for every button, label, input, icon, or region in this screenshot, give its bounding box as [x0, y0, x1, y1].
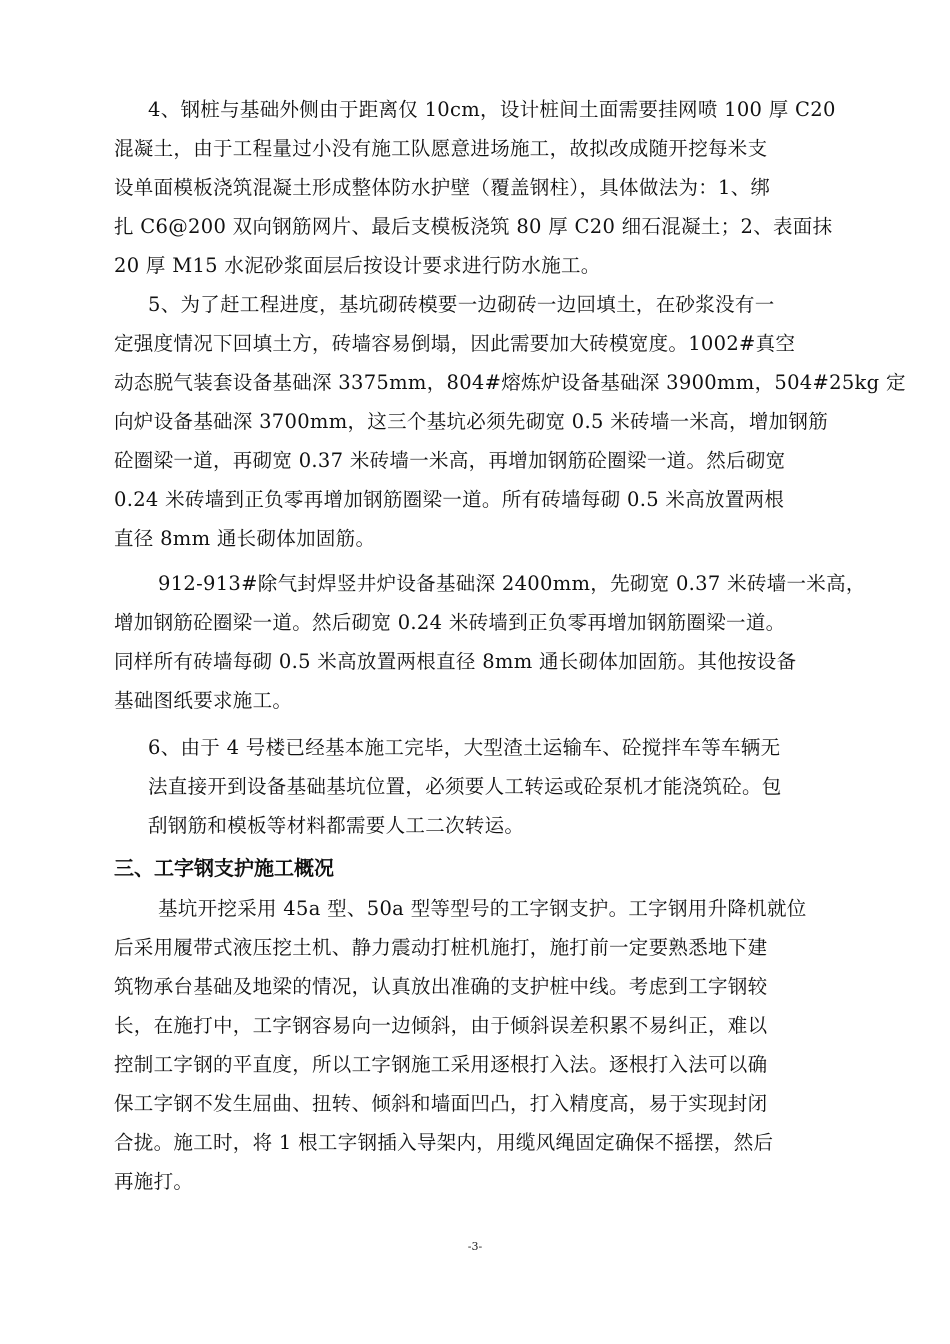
- paragraph-912-line-2: 增加钢筋砼圈梁一道。然后砌宽 0.24 米砖墙到正负零再增加钢筋圈梁一道。: [114, 611, 786, 634]
- paragraph-6-line-3: 刮钢筋和模板等材料都需要人工二次转运。: [148, 814, 525, 837]
- paragraph-4-line-1: 4、钢桩与基础外侧由于距离仅 10cm，设计桩间土面需要挂网喷 100 厚 C20: [148, 98, 836, 121]
- paragraph-5-line-4: 向炉设备基础深 3700mm，这三个基坑必须先砌宽 0.5 米砖墙一米高，增加钢筋: [114, 410, 829, 433]
- section-3-line-4: 长，在施打中，工字钢容易向一边倾斜，由于倾斜误差积累不易纠正，难以: [114, 1014, 768, 1037]
- paragraph-5-line-5: 砼圈梁一道，再砌宽 0.37 米砖墙一米高，再增加钢筋砼圈梁一道。然后砌宽: [114, 449, 786, 472]
- paragraph-6-line-1: 6、由于 4 号楼已经基本施工完毕，大型渣土运输车、砼搅拌车等车辆无: [148, 736, 781, 759]
- paragraph-5-line-2: 定强度情况下回填土方，砖墙容易倒塌，因此需要加大砖模宽度。1002#真空: [114, 332, 796, 355]
- section-3-line-2: 后采用履带式液压挖土机、静力震动打桩机施打，施打前一定要熟悉地下建: [114, 936, 768, 959]
- page-number: -3-: [467, 1240, 483, 1253]
- paragraph-5-line-3: 动态脱气装套设备基础深 3375mm，804#熔炼炉设备基础深 3900mm，504#25kg 定: [114, 371, 906, 394]
- section-3-line-3: 筑物承台基础及地梁的情况，认真放出准确的支护桩中线。考虑到工字钢较: [114, 975, 768, 998]
- section-3-line-6: 保工字钢不发生屈曲、扭转、倾斜和墙面凹凸，打入精度高，易于实现封闭: [114, 1092, 768, 1115]
- paragraph-912-line-3: 同样所有砖墙每砌 0.5 米高放置两根直径 8mm 通长砌体加固筋。其他按设备: [114, 650, 797, 673]
- section-3-heading: 三、工字钢支护施工概况: [114, 856, 334, 880]
- paragraph-4-line-3: 设单面模板浇筑混凝土形成整体防水护壁（覆盖钢柱），具体做法为：1、绑: [114, 176, 771, 199]
- paragraph-6-line-2: 法直接开到设备基础基坑位置，必须要人工转运或砼泵机才能浇筑砼。包: [148, 775, 782, 798]
- paragraph-4-line-4: 扎 C6@200 双向钢筋网片、最后支模板浇筑 80 厚 C20 细石混凝土；2、表面抹: [114, 215, 833, 238]
- section-3-line-1: 基坑开挖采用 45a 型、50a 型等型号的工字钢支护。工字钢用升降机就位: [158, 897, 807, 920]
- paragraph-5-line-7: 直径 8mm 通长砌体加固筋。: [114, 527, 376, 550]
- paragraph-912-line-4: 基础图纸要求施工。: [114, 689, 293, 712]
- paragraph-5-line-6: 0.24 米砖墙到正负零再增加钢筋圈梁一道。所有砖墙每砌 0.5 米高放置两根: [114, 488, 785, 511]
- paragraph-4-line-2: 混凝土，由于工程量过小没有施工队愿意进场施工，故拟改成随开挖每米支: [114, 137, 768, 160]
- section-3-line-8: 再施打。: [114, 1170, 194, 1193]
- section-3-line-5: 控制工字钢的平直度，所以工字钢施工采用逐根打入法。逐根打入法可以确: [114, 1053, 768, 1076]
- paragraph-5-line-1: 5、为了赶工程进度，基坑砌砖模要一边砌砖一边回填土，在砂浆没有一: [148, 293, 775, 316]
- section-3-line-7: 合拢。施工时，将 1 根工字钢插入导架内，用缆风绳固定确保不摇摆，然后: [114, 1131, 774, 1154]
- paragraph-4-line-5: 20 厚 M15 水泥砂浆面层后按设计要求进行防水施工。: [114, 254, 601, 277]
- paragraph-912-line-1: 912-913#除气封焊竖井炉设备基础深 2400mm，先砌宽 0.37 米砖墙一米高，: [158, 572, 866, 595]
